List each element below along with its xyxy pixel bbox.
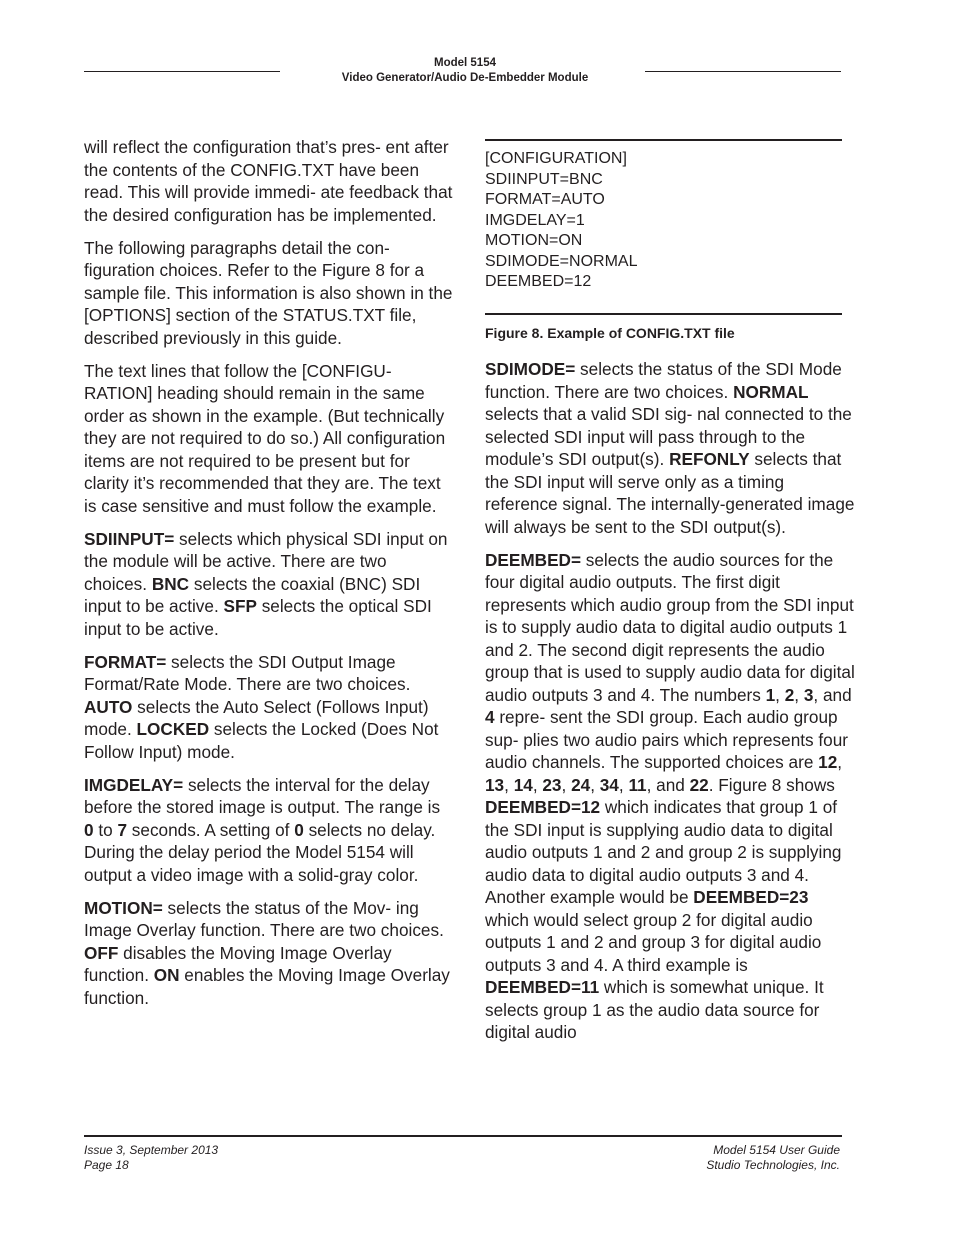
- figure-caption: Figure 8. Example of CONFIG.TXT file: [485, 325, 735, 341]
- paragraph-sdimode: SDIMODE= selects the status of the SDI Mode function. There are two choices. NORMAL selects that a valid SDI sig- nal connected to the selected SDI input will pass through to the module’s SDI output(s). REFONLY selects that the SDI input will serve only as a timing reference signal. The internally-generated image will always be sent to the SDI output(s).: [485, 359, 855, 537]
- paragraph-order: The text lines that follow the [CONFIGU- RATION] heading should remain in the same order as shown in the example. (But technically they are not required to do so.) All configuration items are not required to be present but for clarity it’s recommended that they are. The text is case sensitive and must follow the example.: [84, 360, 446, 516]
- running-header: [280, 56, 650, 86]
- paragraph-sdiinput: SDIINPUT= selects which physical SDI input on the module will be active. There are two choices. BNC selects the coaxial (BNC) SDI input to be active. SFP selects the optical SDI input to be active.: [84, 528, 448, 639]
- figure-rule-top: [485, 139, 842, 141]
- config-line: [CONFIGURATION]: [485, 150, 627, 167]
- header-subtitle: Video Generator/Audio De-Embedder Module: [341, 72, 589, 84]
- config-line: SDIMODE=NORMAL: [485, 252, 638, 270]
- footer-issue: Issue 3, September 2013: [84, 1143, 219, 1157]
- paragraph-format: FORMAT= selects the SDI Output Image Format/Rate Mode. There are two choices. AUTO selects the Auto Select (Follows Input) mode. LOCKED selects the Locked (Does Not Follow Input) mode.: [84, 651, 439, 762]
- config-line: IMGDELAY=1: [485, 211, 585, 229]
- paragraph-intro: will reflect the configuration that’s pres- ent after the contents of the CONFIG.TXT have been read. This will provide immedi- ate feedback that the desired configuration has be implemented.: [84, 137, 453, 225]
- paragraph-deembed: DEEMBED= selects the audio sources for the four digital audio outputs. The first digit represents which audio group from the SDI input is to supply audio data to digital audio outputs 1 and 2. The second digit represents the audio group that is used to supply audio data for digital audio outputs 3 and 4. The numbers 1, 2, 3, and 4 repre- sent the SDI group. Each audio group sup- plies two audio pairs which represents four audio channels. The supported choices are 12, 13, 14, 23, 24, 34, 11, and 22. Figure 8 shows DEEMBED=12 which indicates that group 1 of the SDI input is supplying audio data to digital audio outputs 1 and 2 and group 2 is supplying audio data to digital audio outputs 3 and 4. Another example would be DEEMBED=23 which would select group 2 for digital audio outputs 1 and 2 and group 3 for digital audio outputs 3 and 4. A third example is DEEMBED=11 which is somewhat unique. It selects group 1 as the audio data source for digital audio: [485, 549, 855, 1042]
- config-line: FORMAT=AUTO: [485, 191, 605, 208]
- config-file-example: [485, 149, 637, 293]
- header-rule-left: [84, 71, 280, 72]
- footer-right: [706, 1143, 840, 1173]
- header-rule-right: [645, 71, 841, 72]
- paragraph-imgdelay: IMGDELAY= selects the interval for the delay before the stored image is output. The range is 0 to 7 seconds. A setting of 0 selects no delay. During the delay period the Model 5154 will output a video image with a solid-gray color.: [84, 774, 441, 885]
- left-column: [84, 136, 454, 1020]
- footer-company: Studio Technologies, Inc.: [706, 1158, 840, 1172]
- paragraph-choices: The following paragraphs detail the con- figuration choices. Refer to the Figure 8 for a sample file. This information is also shown in the [OPTIONS] section of the STATUS.TXT file, described previously in this guide.: [84, 237, 453, 348]
- config-line: SDIINPUT=BNC: [485, 170, 603, 188]
- footer-page-number: Page 18: [84, 1158, 129, 1172]
- config-line: MOTION=ON: [485, 232, 583, 249]
- footer-rule: [84, 1135, 842, 1137]
- config-line: DEEMBED=12: [485, 273, 592, 290]
- footer-guide-title: Model 5154 User Guide: [713, 1143, 840, 1157]
- figure-rule-bottom: [485, 313, 842, 315]
- right-column: [485, 358, 855, 1054]
- footer-left: [84, 1143, 218, 1173]
- paragraph-motion: MOTION= selects the status of the Mov- ing Image Overlay function. There are two choices. OFF disables the Moving Image Overlay function. ON enables the Moving Image Overlay function.: [84, 897, 450, 1008]
- header-model: Model 5154: [434, 57, 496, 69]
